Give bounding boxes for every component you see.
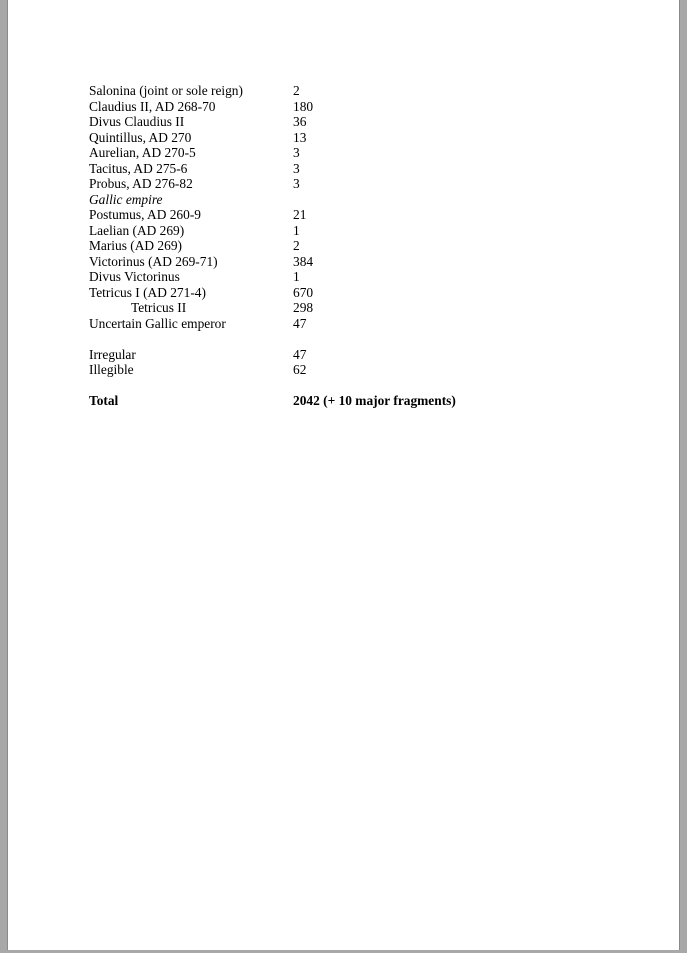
row-label: Illegible [89,362,134,377]
row-label: Marius (AD 269) [89,238,182,253]
row-value: 36 [293,114,307,129]
row-label: Aurelian, AD 270-5 [89,145,196,160]
row-value: 13 [293,129,307,145]
row-label: Salonina (joint or sole reign) [89,83,243,98]
row-label: Probus, AD 276-82 [89,176,193,191]
row-value: 1 [293,269,300,284]
row-value: 47 [293,315,307,331]
row-label: Quintillus, AD 270 [89,129,192,145]
row-value: 3 [293,145,300,160]
row-label: Irregular [89,346,136,362]
row-value: 298 [293,300,314,315]
row-label: Uncertain Gallic emperor [89,315,226,331]
row-label: Tetricus II [131,300,187,315]
row-value: 62 [293,362,307,377]
document-page [7,0,680,950]
row-value: 2 [293,238,300,253]
section-heading: Gallic empire [89,191,163,207]
row-label: Postumus, AD 260-9 [89,207,201,222]
row-value: 3 [293,160,300,176]
row-label: Laelian (AD 269) [89,222,185,238]
row-label: Victorinus (AD 269-71) [89,253,218,269]
row-value: 47 [293,346,307,362]
row-label: Tetricus I (AD 271-4) [89,284,206,300]
row-value: 670 [293,284,314,300]
row-label: Tacitus, AD 275-6 [89,160,188,176]
row-value: 1 [293,222,300,238]
row-value: 180 [293,98,314,114]
row-value: 21 [293,207,307,222]
total-value: 2042 (+ 10 major fragments) [293,393,456,408]
row-label: Divus Victorinus [89,269,180,284]
row-value: 2 [293,83,300,98]
row-label: Claudius II, AD 268-70 [89,98,216,114]
row-value: 3 [293,176,300,191]
total-label: Total [89,393,119,408]
row-value: 384 [293,253,314,269]
row-label: Divus Claudius II [89,114,185,129]
